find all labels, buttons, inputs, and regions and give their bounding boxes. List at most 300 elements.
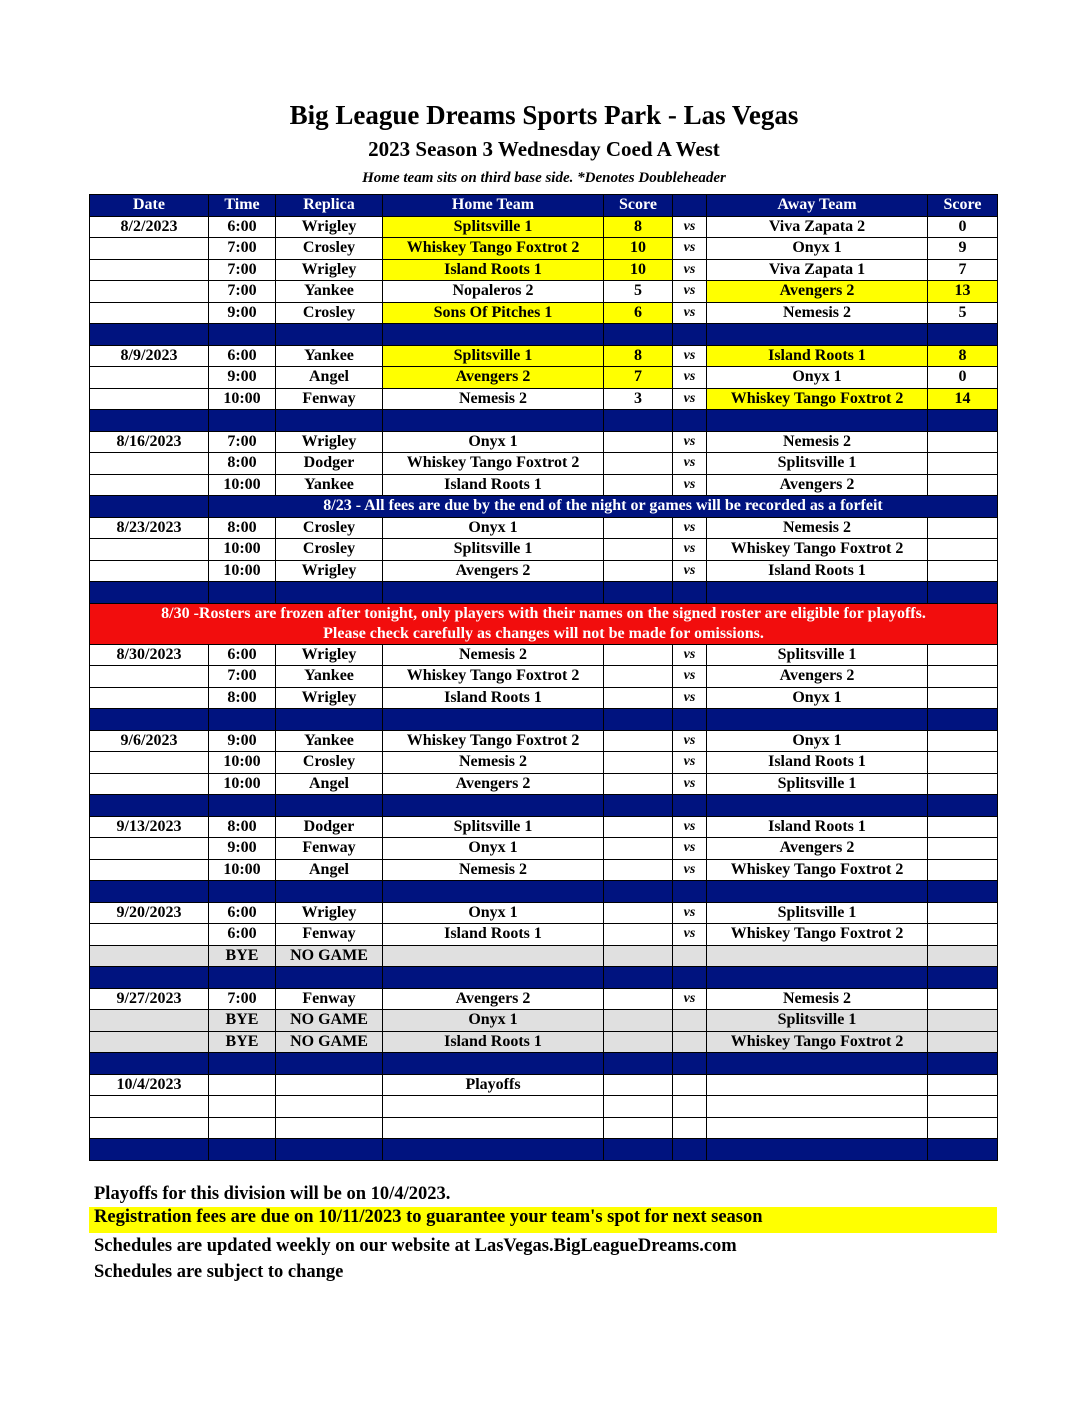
game-row [90, 1074, 998, 1096]
away-team-cell: Island Roots 1 [707, 345, 928, 367]
date-cell [90, 1117, 209, 1139]
time-cell: 8:00 [209, 816, 276, 838]
game-row [90, 988, 998, 1010]
away-score-cell: 14 [928, 388, 998, 410]
replica-cell: NO GAME [276, 1031, 383, 1053]
separator-cell [209, 795, 276, 817]
vs-cell: vs [673, 859, 707, 881]
time-cell: 10:00 [209, 560, 276, 582]
separator-cell [209, 881, 276, 903]
vs-cell: vs [673, 838, 707, 860]
replica-cell: Fenway [276, 988, 383, 1010]
away-team-cell: Onyx 1 [707, 687, 928, 709]
separator-cell [604, 1053, 673, 1075]
replica-cell: Fenway [276, 388, 383, 410]
date-cell [90, 752, 209, 774]
separator-cell [276, 967, 383, 989]
footer-playoffs-note: Playoffs for this division will be on 10/4/2023. [94, 1184, 451, 1204]
time-cell: 7:00 [209, 666, 276, 688]
time-cell: 7:00 [209, 259, 276, 281]
replica-cell: Yankee [276, 666, 383, 688]
week-separator-row [90, 795, 998, 817]
date-cell [90, 924, 209, 946]
home-team-cell: Whiskey Tango Foxtrot 2 [383, 453, 604, 475]
replica-cell: Wrigley [276, 644, 383, 666]
date-cell [90, 859, 209, 881]
time-cell: 6:00 [209, 924, 276, 946]
page-subtitle: 2023 Season 3 Wednesday Coed A West [368, 137, 720, 161]
time-cell: 6:00 [209, 345, 276, 367]
away-team-cell [707, 1096, 928, 1118]
away-score-cell: 0 [928, 216, 998, 238]
week-separator-row [90, 709, 998, 731]
away-score-cell [928, 644, 998, 666]
away-score-cell [928, 816, 998, 838]
schedule-table [89, 194, 998, 1161]
separator-cell [707, 410, 928, 432]
home-score-cell [604, 644, 673, 666]
separator-cell [90, 324, 209, 346]
vs-cell: vs [673, 388, 707, 410]
time-cell: 7:00 [209, 238, 276, 260]
vs-cell: vs [673, 259, 707, 281]
roster-notice-line: 8/30 -Rosters are frozen after tonight, only players with their names on the signed roster are eligible for playoffs. [161, 604, 926, 622]
date-cell: 8/16/2023 [90, 431, 209, 453]
vs-cell [673, 1096, 707, 1118]
time-cell: 6:00 [209, 644, 276, 666]
home-team-cell: Splitsville 1 [383, 539, 604, 561]
game-row [90, 431, 998, 453]
separator-cell [209, 1139, 276, 1161]
away-team-cell [707, 1117, 928, 1139]
time-cell: 8:00 [209, 453, 276, 475]
replica-cell: Yankee [276, 345, 383, 367]
footer-website-note: Schedules are updated weekly on our website at LasVegas.BigLeagueDreams.com [94, 1236, 737, 1256]
home-team-cell: Nopaleros 2 [383, 281, 604, 303]
date-cell [90, 259, 209, 281]
separator-cell [209, 582, 276, 604]
home-team-cell: Avengers 2 [383, 773, 604, 795]
separator-cell [673, 795, 707, 817]
separator-cell [383, 881, 604, 903]
home-team-cell: Splitsville 1 [383, 816, 604, 838]
fees-notice: 8/23 - All fees are due by the end of the night or games will be recorded as a forfeit [209, 496, 998, 518]
away-team-cell: Whiskey Tango Foxtrot 2 [707, 1031, 928, 1053]
replica-cell: NO GAME [276, 1010, 383, 1032]
home-score-cell: 3 [604, 388, 673, 410]
date-cell [90, 539, 209, 561]
vs-cell [673, 1010, 707, 1032]
footer-registration-note: Registration fees are due on 10/11/2023 to guarantee your team's spot for next season [89, 1207, 997, 1233]
replica-cell: Wrigley [276, 216, 383, 238]
vs-cell: vs [673, 539, 707, 561]
away-team-cell: Onyx 1 [707, 367, 928, 389]
separator-cell [707, 795, 928, 817]
home-team-cell: Onyx 1 [383, 902, 604, 924]
replica-cell: Wrigley [276, 902, 383, 924]
away-team-cell: Whiskey Tango Foxtrot 2 [707, 859, 928, 881]
vs-cell: vs [673, 816, 707, 838]
vs-cell: vs [673, 730, 707, 752]
vs-cell: vs [673, 345, 707, 367]
away-score-cell [928, 1031, 998, 1053]
away-team-cell: Nemesis 2 [707, 517, 928, 539]
separator-cell [604, 795, 673, 817]
separator-cell [276, 1053, 383, 1075]
separator-cell [90, 410, 209, 432]
home-score-cell [604, 1031, 673, 1053]
game-row [90, 560, 998, 582]
home-score-cell [604, 816, 673, 838]
schedule-note: Home team sits on third base side. *Denotes Doubleheader [362, 170, 726, 186]
bye-row [90, 945, 998, 967]
replica-cell: Wrigley [276, 431, 383, 453]
game-row [90, 1096, 998, 1118]
game-row [90, 216, 998, 238]
separator-cell [928, 1139, 998, 1161]
vs-cell: vs [673, 431, 707, 453]
away-team-cell: Island Roots 1 [707, 560, 928, 582]
away-team-cell: Whiskey Tango Foxtrot 2 [707, 388, 928, 410]
away-team-cell: Avengers 2 [707, 474, 928, 496]
column-header-home-score: Score [604, 195, 673, 217]
separator-cell [604, 709, 673, 731]
separator-cell [383, 1139, 604, 1161]
vs-cell: vs [673, 367, 707, 389]
date-cell [90, 687, 209, 709]
home-score-cell [604, 1010, 673, 1032]
away-team-cell: Nemesis 2 [707, 988, 928, 1010]
home-score-cell [604, 1096, 673, 1118]
separator-cell [673, 582, 707, 604]
separator-cell [673, 410, 707, 432]
away-score-cell [928, 902, 998, 924]
away-score-cell [928, 1096, 998, 1118]
vs-cell: vs [673, 687, 707, 709]
separator-cell [209, 709, 276, 731]
home-score-cell [604, 730, 673, 752]
home-team-cell: Island Roots 1 [383, 687, 604, 709]
vs-cell: vs [673, 752, 707, 774]
replica-cell: Yankee [276, 730, 383, 752]
away-score-cell: 7 [928, 259, 998, 281]
away-score-cell [928, 560, 998, 582]
replica-cell: Wrigley [276, 560, 383, 582]
time-cell: BYE [209, 945, 276, 967]
separator-cell [928, 795, 998, 817]
game-row [90, 1117, 998, 1139]
home-team-cell: Nemesis 2 [383, 388, 604, 410]
separator-cell [90, 582, 209, 604]
week-separator-row [90, 324, 998, 346]
away-score-cell [928, 666, 998, 688]
home-team-cell: Whiskey Tango Foxtrot 2 [383, 666, 604, 688]
away-score-cell [928, 773, 998, 795]
replica-cell: Fenway [276, 838, 383, 860]
separator-cell [383, 1053, 604, 1075]
separator-cell [90, 1139, 209, 1161]
column-header-away-team: Away Team [707, 195, 928, 217]
away-score-cell: 9 [928, 238, 998, 260]
home-team-cell: Island Roots 1 [383, 474, 604, 496]
game-row [90, 773, 998, 795]
time-cell: 8:00 [209, 687, 276, 709]
vs-cell: vs [673, 453, 707, 475]
separator-cell [90, 795, 209, 817]
replica-cell: Wrigley [276, 259, 383, 281]
separator-cell [383, 410, 604, 432]
week-separator-row [90, 881, 998, 903]
away-team-cell: Avengers 2 [707, 666, 928, 688]
separator-cell [209, 324, 276, 346]
home-team-cell: Onyx 1 [383, 1010, 604, 1032]
home-team-cell: Sons Of Pitches 1 [383, 302, 604, 324]
time-cell: 9:00 [209, 730, 276, 752]
away-team-cell: Avengers 2 [707, 838, 928, 860]
home-score-cell: 7 [604, 367, 673, 389]
game-row [90, 302, 998, 324]
column-header-time: Time [209, 195, 276, 217]
game-row [90, 474, 998, 496]
game-row [90, 388, 998, 410]
away-team-cell: Island Roots 1 [707, 816, 928, 838]
vs-cell: vs [673, 902, 707, 924]
separator-cell [604, 967, 673, 989]
away-team-cell: Island Roots 1 [707, 752, 928, 774]
time-cell: 6:00 [209, 216, 276, 238]
separator-cell [383, 795, 604, 817]
date-cell [90, 453, 209, 475]
date-cell: 10/4/2023 [90, 1074, 209, 1096]
week-separator-row [90, 410, 998, 432]
separator-cell [707, 967, 928, 989]
separator-cell [209, 967, 276, 989]
separator-cell [707, 1053, 928, 1075]
fees-notice-row [90, 496, 998, 518]
game-row [90, 345, 998, 367]
away-team-cell: Nemesis 2 [707, 431, 928, 453]
vs-cell: vs [673, 988, 707, 1010]
away-score-cell [928, 1010, 998, 1032]
replica-cell [276, 1096, 383, 1118]
game-row [90, 838, 998, 860]
vs-cell: vs [673, 666, 707, 688]
column-header-vs [673, 195, 707, 217]
separator-cell [383, 709, 604, 731]
home-score-cell [604, 687, 673, 709]
separator-cell [707, 709, 928, 731]
away-score-cell [928, 945, 998, 967]
home-team-cell: Island Roots 1 [383, 259, 604, 281]
separator-cell [90, 881, 209, 903]
time-cell: 7:00 [209, 281, 276, 303]
separator-cell [604, 1139, 673, 1161]
home-score-cell: 10 [604, 259, 673, 281]
home-team-cell: Playoffs [383, 1074, 604, 1096]
separator-cell [928, 324, 998, 346]
replica-cell: Crosley [276, 238, 383, 260]
home-score-cell [604, 431, 673, 453]
vs-cell [673, 1074, 707, 1096]
home-team-cell: Island Roots 1 [383, 1031, 604, 1053]
date-cell [90, 560, 209, 582]
separator-cell [209, 1053, 276, 1075]
vs-cell: vs [673, 238, 707, 260]
separator-cell [673, 881, 707, 903]
home-team-cell: Splitsville 1 [383, 345, 604, 367]
away-score-cell: 5 [928, 302, 998, 324]
separator-cell [90, 496, 209, 518]
away-team-cell: Viva Zapata 1 [707, 259, 928, 281]
separator-cell [673, 324, 707, 346]
replica-cell: Angel [276, 859, 383, 881]
roster-notice-row [90, 603, 998, 644]
home-score-cell [604, 752, 673, 774]
date-cell [90, 388, 209, 410]
date-cell: 8/30/2023 [90, 644, 209, 666]
time-cell: 8:00 [209, 517, 276, 539]
date-cell [90, 945, 209, 967]
separator-cell [276, 1139, 383, 1161]
away-team-cell: Splitsville 1 [707, 773, 928, 795]
away-score-cell [928, 988, 998, 1010]
time-cell: 7:00 [209, 988, 276, 1010]
away-score-cell: 0 [928, 367, 998, 389]
date-cell [90, 838, 209, 860]
game-row [90, 687, 998, 709]
date-cell [90, 238, 209, 260]
vs-cell: vs [673, 302, 707, 324]
separator-cell [276, 324, 383, 346]
week-separator-row [90, 967, 998, 989]
away-score-cell [928, 539, 998, 561]
game-row [90, 730, 998, 752]
vs-cell: vs [673, 474, 707, 496]
separator-cell [276, 881, 383, 903]
replica-cell: Fenway [276, 924, 383, 946]
home-score-cell [604, 539, 673, 561]
separator-cell [604, 881, 673, 903]
home-team-cell: Onyx 1 [383, 517, 604, 539]
separator-cell [928, 582, 998, 604]
replica-cell: Dodger [276, 816, 383, 838]
home-score-cell [604, 902, 673, 924]
time-cell [209, 1117, 276, 1139]
home-team-cell [383, 1096, 604, 1118]
time-cell [209, 1096, 276, 1118]
home-score-cell: 5 [604, 281, 673, 303]
home-team-cell: Onyx 1 [383, 838, 604, 860]
away-score-cell [928, 752, 998, 774]
separator-cell [383, 582, 604, 604]
roster-notice-line: Please check carefully as changes will not be made for omissions. [323, 624, 764, 642]
home-score-cell [604, 945, 673, 967]
time-cell: 10:00 [209, 752, 276, 774]
away-score-cell [928, 474, 998, 496]
date-cell: 9/27/2023 [90, 988, 209, 1010]
time-cell: BYE [209, 1010, 276, 1032]
roster-notice [90, 603, 998, 644]
home-team-cell: Nemesis 2 [383, 859, 604, 881]
replica-cell: Crosley [276, 302, 383, 324]
home-team-cell: Nemesis 2 [383, 752, 604, 774]
separator-cell [928, 709, 998, 731]
vs-cell [673, 1031, 707, 1053]
home-score-cell: 8 [604, 345, 673, 367]
column-header-replica: Replica [276, 195, 383, 217]
away-team-cell: Whiskey Tango Foxtrot 2 [707, 539, 928, 561]
away-team-cell: Splitsville 1 [707, 453, 928, 475]
page-title: Big League Dreams Sports Park - Las Vegas [289, 100, 799, 130]
footer-change-note: Schedules are subject to change [94, 1262, 344, 1282]
separator-cell [604, 410, 673, 432]
column-header-away-score: Score [928, 195, 998, 217]
game-row [90, 816, 998, 838]
away-score-cell [928, 1074, 998, 1096]
game-row [90, 752, 998, 774]
replica-cell: Angel [276, 773, 383, 795]
separator-cell [276, 410, 383, 432]
away-score-cell [928, 730, 998, 752]
date-cell: 8/23/2023 [90, 517, 209, 539]
vs-cell: vs [673, 924, 707, 946]
date-cell: 8/2/2023 [90, 216, 209, 238]
game-row [90, 644, 998, 666]
vs-cell: vs [673, 281, 707, 303]
date-cell: 8/9/2023 [90, 345, 209, 367]
replica-cell [276, 1074, 383, 1096]
home-team-cell: Splitsville 1 [383, 216, 604, 238]
table-header-row [90, 195, 998, 217]
away-score-cell [928, 687, 998, 709]
away-team-cell: Whiskey Tango Foxtrot 2 [707, 924, 928, 946]
week-separator-row [90, 582, 998, 604]
date-cell [90, 773, 209, 795]
week-separator-row [90, 1053, 998, 1075]
time-cell: 10:00 [209, 859, 276, 881]
separator-cell [673, 709, 707, 731]
replica-cell: Angel [276, 367, 383, 389]
time-cell: 6:00 [209, 902, 276, 924]
week-separator-row [90, 1139, 998, 1161]
date-cell [90, 302, 209, 324]
date-cell [90, 666, 209, 688]
separator-cell [604, 324, 673, 346]
separator-cell [707, 582, 928, 604]
separator-cell [276, 795, 383, 817]
replica-cell: Wrigley [276, 687, 383, 709]
home-team-cell: Onyx 1 [383, 431, 604, 453]
home-score-cell [604, 838, 673, 860]
home-team-cell: Island Roots 1 [383, 924, 604, 946]
date-cell [90, 474, 209, 496]
replica-cell: Crosley [276, 517, 383, 539]
home-score-cell: 10 [604, 238, 673, 260]
away-team-cell [707, 1074, 928, 1096]
separator-cell [90, 709, 209, 731]
replica-cell: Crosley [276, 539, 383, 561]
date-cell [90, 281, 209, 303]
home-team-cell: Avengers 2 [383, 367, 604, 389]
separator-cell [604, 582, 673, 604]
vs-cell [673, 945, 707, 967]
replica-cell: Yankee [276, 474, 383, 496]
home-score-cell [604, 560, 673, 582]
away-score-cell [928, 453, 998, 475]
separator-cell [707, 324, 928, 346]
separator-cell [209, 410, 276, 432]
separator-cell [276, 582, 383, 604]
